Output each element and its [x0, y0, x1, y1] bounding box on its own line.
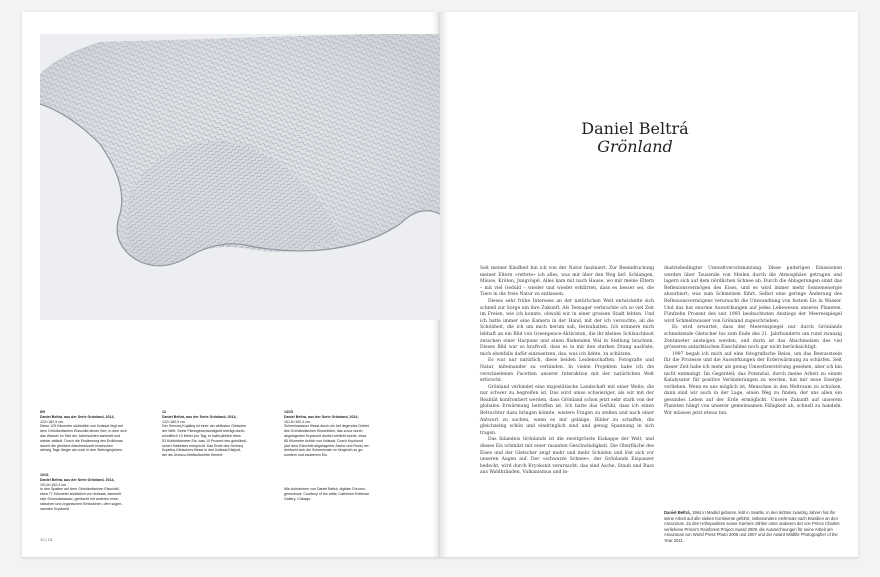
caption-line: genicdruck. Courtesy of the artist; Catherine Edelman: [284, 491, 370, 496]
body-paragraph: Seit meiner Kindheit bin ich von der Natur fasziniert. Zur Beeindruckung meiner Eltern «rettete» ich alles, was mir über den Weg lief: Schlangen, Mäuse, Kröten, Jungvögel. Alles kam mit nach Hause, wo mir meine Eltern – mit viel Geduld – wieder und wieder erklärten, dass es besser sei, die Tiere in die freie Natur zu entlassen.: [480, 266, 654, 298]
caption-line: 122×182,9 cm.: [40, 419, 64, 424]
caption-line: dem Grönländischen Eisschild dieser See, in dem sich: [40, 429, 127, 434]
caption-10-11: [40, 473, 144, 511]
caption-line: Alle Aufnahmen von Daniel Beltrá, digitale Chromo-: [284, 487, 366, 491]
caption-line: 85 Kilometer östlich von Ilulissat. Durch Kryokonit: [284, 438, 363, 443]
body-paragraph: Es war nur natürlich, diese beiden Leidenschaften, Fotografie und Natur, miteinander zu verbinden. In vielen Projekten habe ich die verschiedenen Facetten unserer Interaktion mit der natürlichen Welt erforscht.: [480, 358, 654, 384]
body-paragraph: Dieses sehr frühe Interesse an der natürlichen Welt entwickelte sich schnell zur Sorge um ihre Zukunft. Als Teenager verbrachte ich so viel Zeit im Freien, wie ich konnte, obwohl wir in einer grossen Stadt lebten. Und ich hatte immer eine Kamera in der Hand, mit der ich versuchte, all die Schönheit, die ich um mich herum sah, festzuhalten. Ich erinnere mich lebhaft an ein Bild von Greenpeace-Aktivisten, die ihr kleines Schlauchboot zwischen einer Harpune und einen fliehenden Wal in Stellung brachten. Dieses Bild war so kraftvoll, dass es in mir den starken Drang auslöste, mich ebenfalls dafür einzusetzen, das, was ich liebte, zu schützen.: [480, 298, 654, 357]
caption-line: 101,6×152,4 cm.: [284, 419, 311, 424]
caption-number: 14/15: [284, 410, 293, 414]
caption-line: Diese 129 Kilometer südöstlich von Ilulissat liegt auf: [40, 424, 123, 429]
glacier-photo: [40, 34, 440, 320]
caption-8-9: [40, 410, 144, 453]
caption-line: 122×182,9 cm.: [162, 419, 186, 424]
caption-12: [162, 410, 266, 458]
caption-line: In den Spalten auf dem Grönländischen Eisschild,: [40, 487, 120, 492]
caption-line: des Grönländischen Eisschildes, das zuvor durch: [284, 429, 363, 434]
caption-line: Gallery, Chicago.: [284, 496, 312, 501]
body-column-2: [664, 266, 842, 506]
caption-line: das Wasser im Takt der Jahreszeiten sammelt und: [40, 433, 121, 438]
caption-title: Daniel Beltrá, aus der Serie Grönland, 2014,: [284, 414, 359, 419]
article-subtitle: Grönland: [597, 137, 673, 156]
caption-line: Der Sermeq Kujalleq ist einer der aktivsten Gletscher: [162, 424, 247, 429]
caption-line: der Welt. Seine Fliessgeschwindigkeit beträgt durch-: [162, 429, 246, 434]
caption-number: 12: [162, 410, 166, 414]
caption-line: sundem und sauberem Eis.: [284, 453, 328, 458]
caption-title: Daniel Beltrá, aus der Serie Grönland, 2014,: [40, 477, 115, 482]
caption-line: etwa 77 Kilometer südöstlich von Ilulissat, sammelt: [40, 492, 122, 497]
caption-number: 10/11: [40, 473, 49, 477]
page-numbers: 12 | 13: [40, 537, 53, 542]
caption-number: 8/9: [40, 410, 45, 414]
article-heading: [560, 120, 710, 156]
caption-title: Daniel Beltrá, aus der Serie Grönland, 2014,: [40, 414, 115, 419]
caption-title: Daniel Beltrá, aus der Serie Grönland, 2014,: [162, 414, 237, 419]
caption-line: dauert die jährliche Abschmelzzeit inzwischen: [40, 443, 113, 448]
caption-14-15: [284, 410, 388, 458]
body-paragraph: Es wird erwartet, dass der Meeresspiegel nur durch Grönlands schmelzende Gletscher bis zum Ende des 21. Jahrhunderts um rund zwanzig Zentimeter ansteigen werden, und darin ist das Abschmelzen des viel grösseren antarktischen Eisschildes noch gar nicht berücksichtigt.: [664, 325, 842, 351]
artist-bio: [664, 510, 842, 544]
caption-line: nannten Kryokonit.: [40, 506, 70, 511]
caption-line: Kujalleq-Gletschers fliesst in den Ilulissat-Eisfjord,: [162, 448, 242, 453]
caption-line: sich Schmutzwasser, gemischt mit anderen mine-: [40, 496, 119, 501]
caption-line: der als Unesco-Weltkulturerbe firmiert.: [162, 453, 224, 458]
caption-line: schen Kalbeises entspricht. Das Ende des Sermeq: [162, 443, 243, 448]
body-column-1: [480, 266, 654, 566]
caption-line: siebzig Tage länger als noch in den Siebzigerjahren.: [40, 448, 124, 453]
caption-line: 101,6×152,4 cm.: [40, 482, 67, 487]
body-paragraph: dustriebedingter Umweltverschmutzung. Diese puderigen Emissionen werden über Tausende von Meilen durch die Atmosphäre getragen und lagern sich auf dem nördlichen Schnee ab. Durch die Ablagerungen sinkt das Reflexionsvermögen des Eises, und es wird immer mehr Sonnenenergie absorbiert; was zum Schmelzen führt. Selbst eine geringe Änderung des Reflexionsvermögens verursacht die Umwandlung von festem Eis in Wasser. Und das hat enorme Auswirkungen auf jedes Lebewesen unseres Planeten. Fünfzehn Prozent des seit 1993 beobachteten Anstiegs der Meeresspiegel wird Schmelzwasser von Grönland zugeschrieben.: [664, 266, 842, 324]
bio-text: 1964 in Madrid geboren, lebt in Seattle. In den letzten zwanzig Jahren hat ihn seine Arbeit auf alle sieben Kontinente geführt, insbesondere mehrmals nach Brasilien an den Amazonas. Zu den Höhepunkten seiner Karriere zählen unter anderem der von Prince Charles verliehene Prince's Rainforest Project Award 2009, die Auszeichnungen für seine Arbeit am Amazonas von World Press Photo 2006 und 2007 und der Award Wildlife Photographer of the Year 2011.: [664, 510, 840, 543]
caption-line: Schmelzwasser fliesst durch ein tief liegendes Gebiet: [284, 424, 369, 429]
caption-line: abgelagerten Kryokonit dunkel verfärbt wurde, etwa: [284, 433, 367, 438]
bio-name: Daniel Beltrá,: [664, 510, 691, 515]
body-paragraph: Das Inlandeis Grönlands ist die zweitgrösste Eiskappe der Welt, und dieses Eis schmilzt mit einer rasanten Geschwindigkeit. Die Oberfläche des Eises und der Gletscher zeigt mehr und mehr Schäden und löst sich vor unseren Augen auf. Der «schwarze Schnee», der Grönlands Eispanzer bedeckt, wird durch Kryokonit verursacht; das sind Asche, Staub und Russ aus Waldbränden, Vulkanismus und in-: [480, 437, 654, 476]
caption-line: schnittlich 19 Meter pro Tag; er kalbt jährlich etwa: [162, 433, 241, 438]
caption-line: 53 Kubikkilometer Eis, was 10 Prozent des grönländi-: [162, 438, 248, 443]
body-paragraph: 1997 begab ich mich auf eine fotografische Reise, um das Bewusstsein für die Prozesse und die Auswirkungen der Erderwärmung zu schärfen. Seit dieser Zeit habe ich mehr als genug Umweltzerstörung gesehen, aber ich bin nicht entmutigt. Im Gegenteil; das Potenzial, durch meine Arbeit zu einem Katalysator für positive Veränderungen zu werden, hat mir neue Energie verliehen. Wenn es uns möglich ist, Menschen in den Weltraum zu schicken, dann sind wir auch in der Lage, einen Weg zu finden, der uns allen ein gesundes Leben auf der Erde ermöglicht. Unsere Zukunft auf unserem Planeten hängt von unserer gemeinsamen Fähigkeit ab, schnell zu handeln. Wir müssen jetzt etwas tun.: [664, 351, 842, 417]
caption-line: wieder abläuft. Durch die Erwärmung des Erdklimas: [40, 438, 123, 443]
body-paragraph: Grönland verbindet eine majestätische Landschaft mit einer Weite, die nur schwer zu begreifen ist. Das wird umso schwieriger, als wir mit der Realität konfrontiert werden, dass Grönland schon jetzt sehr stark von der globalen Erwärmung betroffen ist. Ich hatte das Gefühl, dass ich einen Betrachter dazu bringen könnte, weitere Fragen zu stellen und nach einer Antwort zu suchen, wenn es mir gelänge, Bilder zu schaffen, die gleichzeitig schön und eindringlich sind und genug Spannung in sich tragen.: [480, 384, 654, 436]
caption-line: ralischen und organischen Emissionen, dem sogen-: [40, 501, 123, 506]
caption-credits: [284, 487, 388, 501]
artist-name: Daniel Beltrá: [581, 119, 689, 138]
caption-line: (auf dem Eisschild abgelagerter Asche und Russ) ver-: [284, 443, 370, 448]
caption-line: dreifacht sich die Schmelzrate im Vergleich zu ge-: [284, 448, 364, 453]
